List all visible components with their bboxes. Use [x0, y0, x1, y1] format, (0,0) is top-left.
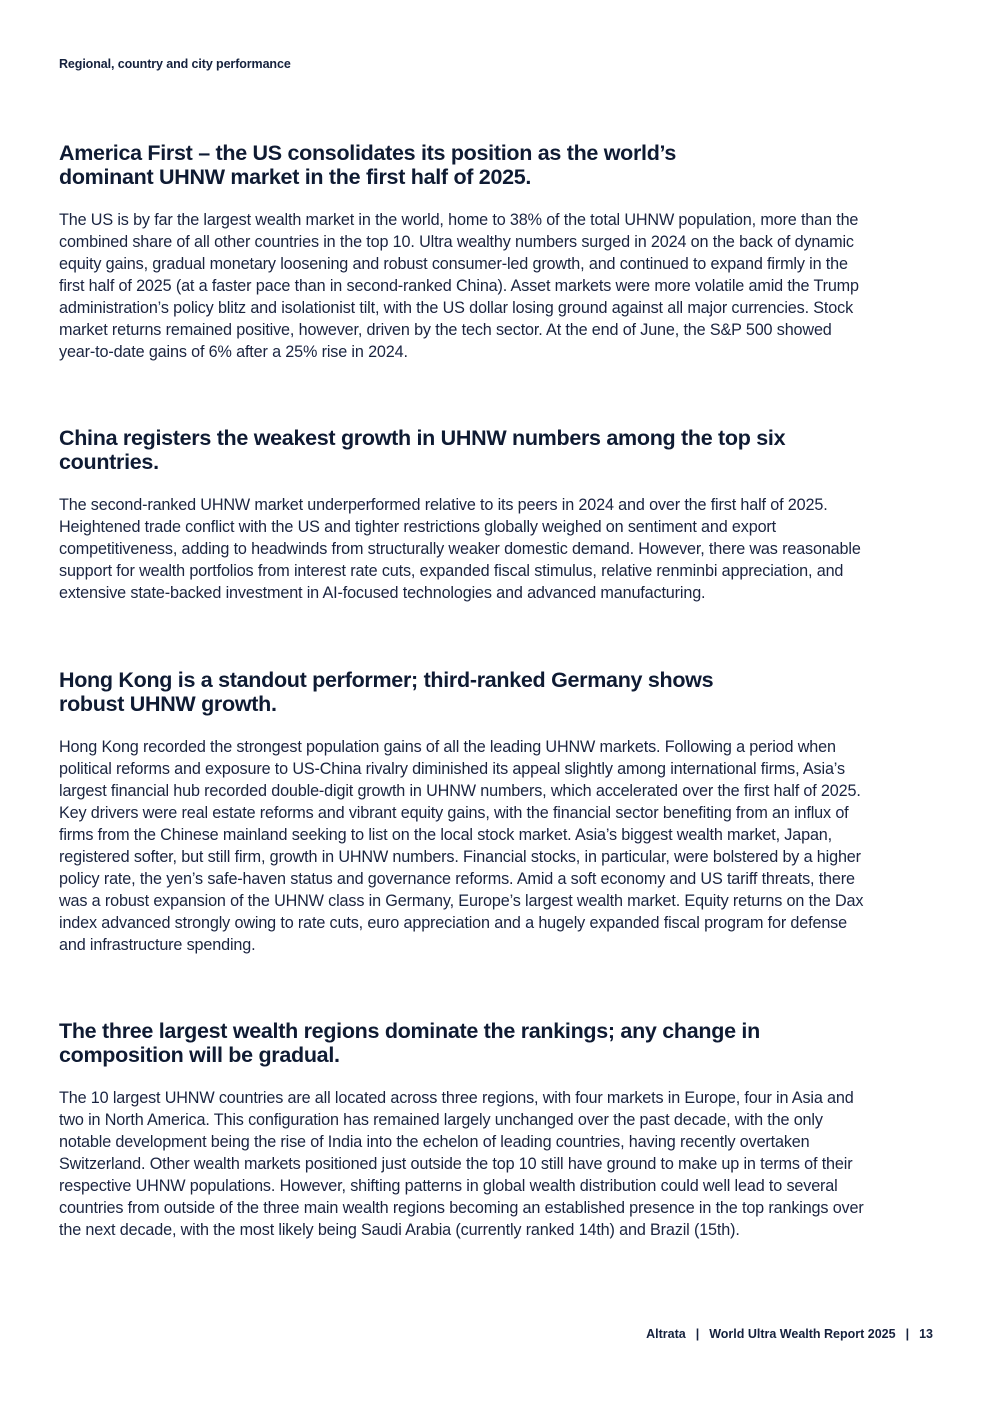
section-body: The 10 largest UHNW countries are all located across three regions, with four markets in Europe, four in Asia and two in North America. This configuration has remained largely unchanged over the past decade, with the only notable development being the rise of India into the echelon of leading countries, having recently overtaken Switzerland. Other wealth markets positioned just outside the top 10 still have ground to make up in terms of their respective UHNW populations. However, shifting patterns in global wealth distribution could well lead to several countries from outside of the three main wealth regions becoming an established presence in the top rankings over the next decade, with the most likely being Saudi Arabia (currently ranked 14th) and Brazil (15th). [59, 1089, 864, 1239]
section-body: Hong Kong recorded the strongest population gains of all the leading UHNW markets. Following a period when political reforms and exposure to US-China rivalry diminished its appeal slightly among international firms, Asia’s largest financial hub recorded double-digit growth in UHNW numbers, which accelerated over the first half of 2025. Key drivers were real estate reforms and vibrant equity gains, with the financial sector benefiting from an influx of firms from the Chinese mainland seeking to list on the local stock market. Asia’s biggest wealth market, Japan, registered softer, but still firm, growth in UHNW numbers. Financial stocks, in particular, were bolstered by a higher policy rate, the yen’s safe-haven status and governance reforms. Amid a soft economy and US tariff threats, there was a robust expansion of the UHNW class in Germany, Europe’s largest wealth market. Equity returns on the Dax index advanced strongly owing to rate cuts, euro appreciation and a hugely expanded fiscal program for defense and infrastructure spending. [59, 738, 864, 954]
section-us [59, 142, 871, 363]
footer-separator: | [905, 1327, 910, 1341]
running-header: Regional, country and city performance [59, 57, 291, 71]
section-heading: Hong Kong is a standout performer; third-ranked Germany shows robust UHNW growth. [59, 668, 714, 716]
footer-separator: | [695, 1327, 700, 1341]
section-body: The US is by far the largest wealth market in the world, home to 38% of the total UHNW population, more than the combined share of all other countries in the top 10. Ultra wealthy numbers surged in 2024 on the back of dynamic equity gains, gradual monetary loosening and robust consumer-led growth, and continued to expand firmly in the first half of 2025 (at a faster pace than in second-ranked China). Asset markets were more volatile amid the Trump administration’s policy blitz and isolationist tilt, with the US dollar losing ground against all major currencies. Stock market returns remained positive, however, driven by the tech sector. At the end of June, the S&P 500 showed year-to-date gains of 6% after a 25% rise in 2024. [59, 211, 859, 361]
section-hong-kong-germany [59, 669, 871, 956]
page-footer [646, 1327, 933, 1341]
section-heading: China registers the weakest growth in UHNW numbers among the top six countries. [59, 426, 786, 474]
section-heading: America First – the US consolidates its position as the world’s dominant UHNW market in the first half of 2025. [59, 141, 677, 189]
section-body: The second-ranked UHNW market underperformed relative to its peers in 2024 and over the first half of 2025. Heightened trade conflict with the US and tighter restrictions globally weighed on sentiment and export competitiveness, adding to headwinds from structurally weaker domestic demand. However, there was reasonable support for wealth portfolios from interest rate cuts, expanded fiscal stimulus, relative renminbi appreciation, and extensive state-backed investment in AI-focused technologies and advanced manufacturing. [59, 496, 861, 602]
section-heading: The three largest wealth regions dominate the rankings; any change in composition will be gradual. [59, 1019, 760, 1067]
footer-report-title: World Ultra Wealth Report 2025 [709, 1327, 896, 1341]
section-wealth-regions [59, 1020, 871, 1241]
section-china [59, 427, 871, 604]
page-number: 13 [919, 1327, 933, 1341]
footer-brand: Altrata [646, 1327, 686, 1341]
